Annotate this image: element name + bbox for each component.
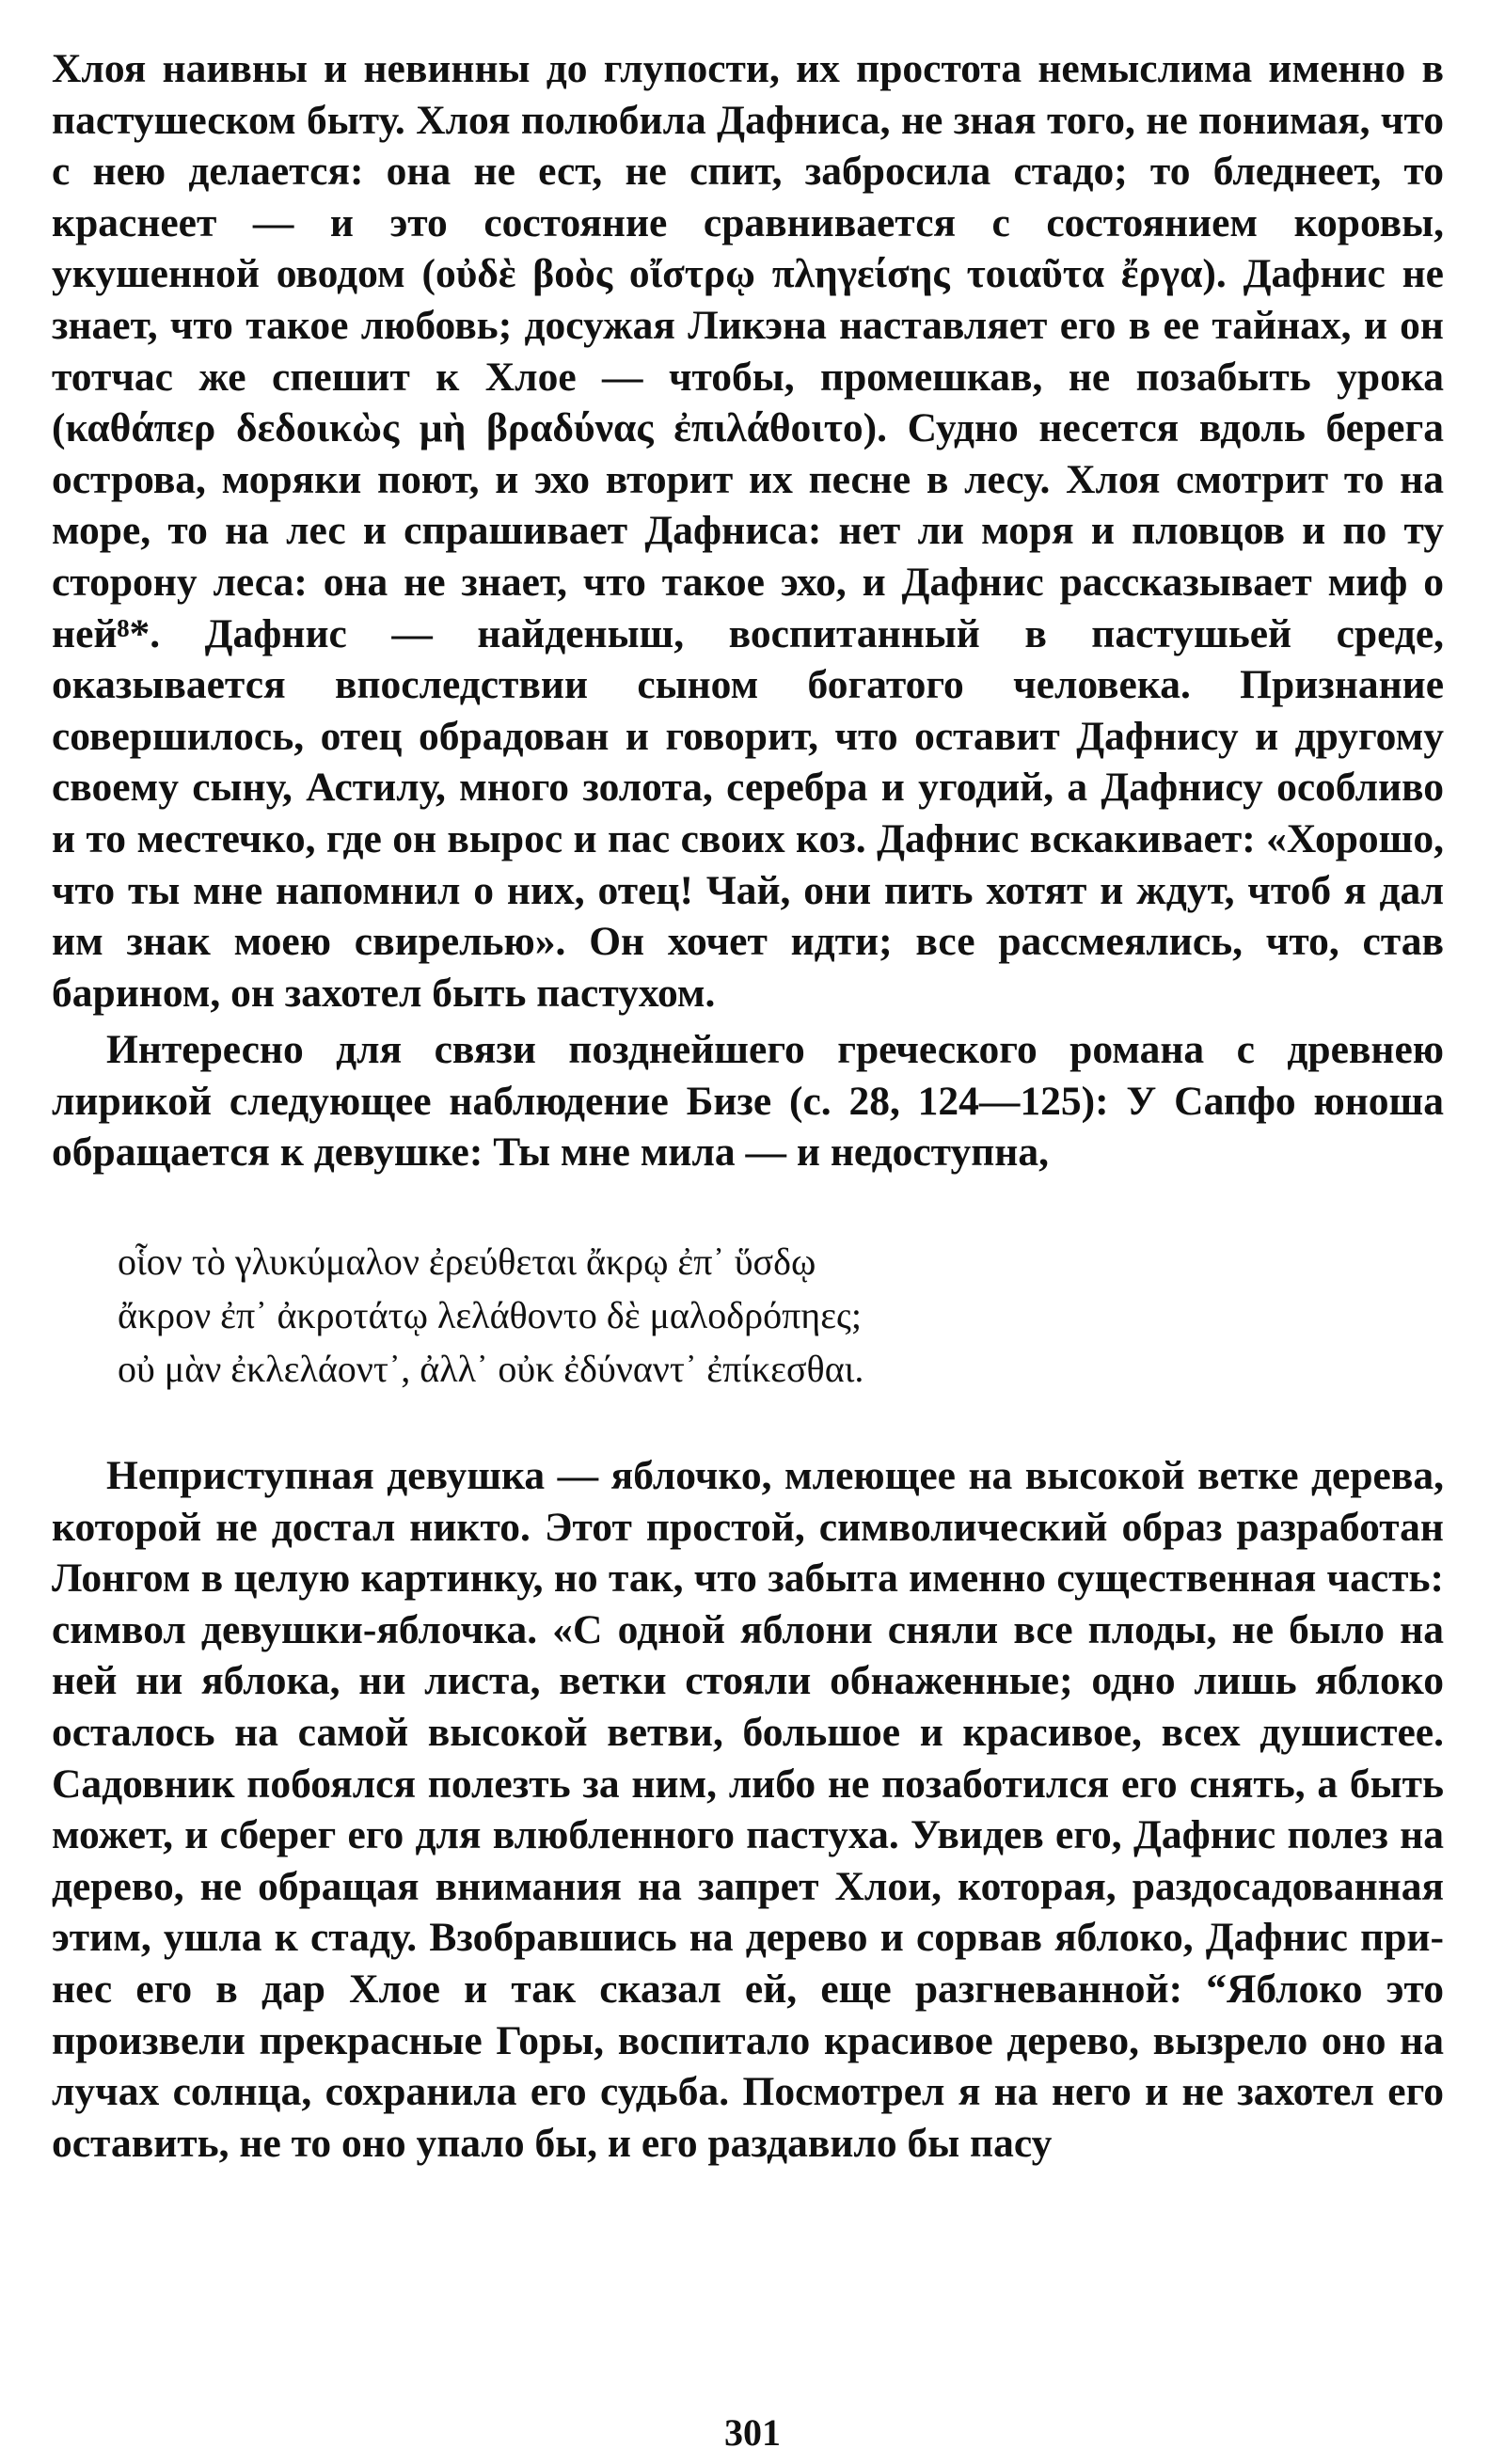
greek-verse-quote <box>118 1235 1444 1396</box>
page-body <box>52 43 1444 2169</box>
verse-line: οὐ μὰν ἐκλελάοντ᾽, ἀλλ᾽ οὐκ ἐδύναντ᾽ ἐπίκεσθαι. <box>118 1348 864 1391</box>
paragraph-daphnis-chloe: Хлоя наивны и невинны до глупости, их простота немыслима именно в пастушеском быту. Хлоя полюбила Дафниса, не зная того, не понимая, что с нею делается: она не ест, не спит, забросила стадо; то бледнеет, то краснеет — и это состояние сравнивается с состоянием коровы, укушенной оводом (οὐδὲ βοὸς οἴστρῳ πληγείσης τοιαῦτα ἔργα). Дафнис не знает, что такое любовь; досужая Ликэна наставляет его в ее тайнах, и он тотчас же спешит к Хлое — чтобы, промешкав, не позабыть урока (καθάπερ δεδοικὼς μὴ βραδύνας ἐπιλάθοιτο). Судно несется вдоль берега острова, моряки поют, и эхо вторит их песне в лесу. Хлоя смотрит то на море, то на лес и спрашивает Дафниса: нет ли моря и пловцов и по ту сторону леса: она не знает, что такое эхо, и Дафнис рассказывает миф о ней⁸*. Дафнис — найденыш, воспитанный в пастушьей среде, оказывается впоследствии сыном богатого человека. Признание совершилось, отец обрадован и говорит, что оставит Дафнису и другому своему сыну, Астилу, много золота, серебра и угодий, а Дафнису особливо и то местечко, где он вырос и пас своих коз. Дафнис вскакивает: «Хорошо, что ты мне напомнил о них, отец! Чай, они пить хотят и ждут, чтоб я дал им знак моею свирелью». Он хочет идти; все рассмеялись, что, став барином, он захотел быть пастухом. <box>52 46 1444 1016</box>
paragraph-sappho-intro: Интересно для связи позднейшего греческого романа с древнею лирикой следующее наблюдение Бизе (с. 28, 124—125): У Сапфо юноша обращается к девушке: Ты мне мила — и недоступна, <box>52 1027 1444 1176</box>
verse-line: οἷον τὸ γλυκύμαλον ἐρεύθεται ἄκρῳ ἐπ᾽ ὕσδῳ <box>118 1240 816 1284</box>
verse-line: ἄκρον ἐπ᾽ ἀκροτάτῳ λελάθοντο δὲ μαλοδρόπηες; <box>118 1294 862 1337</box>
paragraph-apple-image: Неприступная девушка — яблочко, млеющее на высокой ветке дерева, которой не достал никто. Этот простой, символический образ разработан Лонгом в целую картинку, но так, что забыта именно существенная часть: символ девушки-яблочка. «С одной яблони сняли все плоды, не было на ней ни яблока, ни листа, ветки стояли обнаженные; одно лишь яблоко осталось на самой высокой ветви, большое и красивое, всех душистее. Садовник побоялся полезть за ним, либо не позаботился его снять, а быть может, и сберег его для влюбленного пастуха. Увидев его, Дафнис полез на дерево, не обращая внимания на запрет Хлои, которая, раздосадованная этим, ушла к стаду. Взобравшись на дерево и сорвав яблоко, Дафнис принес его в дар Хлое и так сказал ей, еще разгневанной: “Яблоко это произвели прекрасные Горы, воспитало красивое дерево, вызрело оно на лучах солнца, сохранила его судьба. Посмотрел я на него и не захотел его оставить, не то оно упало бы, и его раздавило бы пасу <box>52 1453 1444 2166</box>
page-number: 301 <box>724 2411 781 2454</box>
